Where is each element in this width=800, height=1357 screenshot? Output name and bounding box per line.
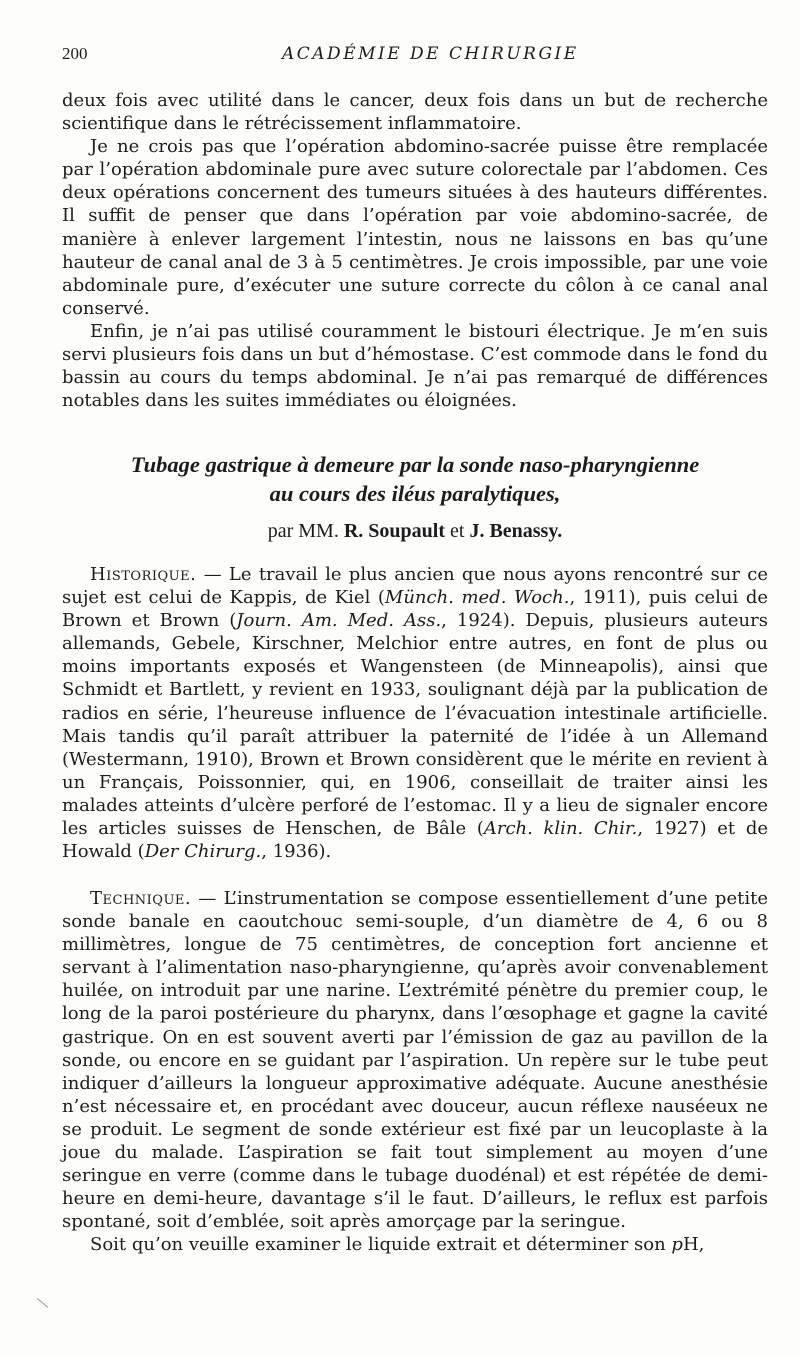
authors-joiner: et xyxy=(450,520,465,542)
page-number: 200 xyxy=(62,44,88,63)
citation: Arch. klin. Chir. xyxy=(483,818,638,840)
article-authors xyxy=(62,520,768,543)
section-historique xyxy=(62,563,768,863)
citation: Münch. med. Woch. xyxy=(384,587,570,609)
running-header xyxy=(62,42,768,68)
previous-article-conclusion xyxy=(62,89,768,412)
margin-mark xyxy=(37,1287,57,1307)
paragraph: deux fois avec utilité dans le cancer, deux fois dans un but de recherche scientifique dans le rétrécissement inflammatoire. xyxy=(62,90,768,135)
paragraph: Enfin, je n’ai pas utilisé couramment le bistouri électrique. Je m’en suis servi plusieurs fois dans un but d’hémostase. C’est commode dans le fond du bassin au cours du temps abdominal. Je n’ai pas remarqué de différences notables dans les suites immédiates ou éloignées. xyxy=(62,320,768,412)
paragraph: Historique. — Le travail le plus ancien que nous ayons rencontré sur ce sujet est celui de Kappis, de Kiel (Münch. med. Woch., 1911), puis celui de Brown et Brown (Journ. Am. Med. Ass., 1924). Depuis, plusieurs auteurs allemands, Gebele, Kirschner, Melchior entre autres, en font de plus ou moins importants exposés et Wangensteen (de Minneapolis), ainsi que Schmidt et Bartlett, y revient en 1933, soulignant déjà par la publication de radios en série, l’heureuse influence de l’évacuation intestinale artificielle. Mais tandis qu’il paraît attribuer la paternité de l’idée à un Allemand (Westermann, 1910), Brown et Brown considèrent que le mérite en revient à un Français, Poissonnier, qui, en 1906, conseillait de traiter ainsi les malades atteints d’ulcère perforé de l’estomac. Il y a lieu de signaler encore les articles suisses de Henschen, de Bâle (Arch. klin. Chir., 1927) et de Howald (Der Chirurg., 1936). xyxy=(62,564,768,863)
section-label: Historique. xyxy=(90,564,197,585)
journal-title: ACADÉMIE DE CHIRURGIE xyxy=(282,44,579,64)
article-title-block xyxy=(62,450,768,543)
author-name: R. Soupault xyxy=(343,520,445,542)
article-title-line-1: Tubage gastrique à demeure par la sonde naso-pharyngienne xyxy=(130,452,700,477)
paragraph: Technique. — L’instrumentation se compose essentiellement d’une petite sonde banale en caoutchouc semi-souple, d’un diamètre de 4, 6 ou 8 millimètres, longue de 75 centimètres, de conception fort ancienne et servant à l’alimentation naso-pharyngienne, qu’après avoir convenablement huilée, on introduit par une narine. L’extrémité pénètre du premier coup, le long de la paroi postérieure du pharynx, dans l’œsophage et gagne la cavité gastrique. On en est souvent averti par l’émission de gaz au pavillon de la sonde, ou encore en se guidant par l’aspiration. Un repère sur le tube peut indiquer d’ailleurs la longueur approximative adéquate. Aucune anesthésie n’est nécessaire et, en procédant avec douceur, aucun réflexe nauséeux ne se produit. Le segment de sonde extérieur est fixé par un leucoplaste à la joue du malade. L’aspiration se fait tout simplement au moyen d’une seringue en verre (comme dans le tubage duodénal) et est répétée de demi-heure en demi-heure, davantage s’il le faut. D’ailleurs, le reflux est parfois spontané, soit d’emblée, soit après amorçage par la seringue. xyxy=(62,888,768,1233)
citation: Journ. Am. Med. Ass. xyxy=(236,610,442,632)
authors-prefix: par MM. xyxy=(267,520,339,542)
paragraph: Je ne crois pas que l’opération abdomino-sacrée puisse être remplacée par l’opération abdominale pure avec suture colorectale par l’abdomen. Ces deux opérations concernent des tumeurs situées à des hauteurs différentes. Il suffit de penser que dans l’opération par voie abdomino-sacrée, de manière à enlever largement l’intestin, nous ne laissons en bas qu’une hauteur de canal anal de 3 à 5 centimètres. Je crois impossible, par une voie abdominale pure, d’exécuter une suture correcte du côlon à ce canal anal conservé. xyxy=(62,136,768,319)
citation: Der Chirurg. xyxy=(144,841,262,863)
section-technique xyxy=(62,887,768,1257)
article-title-line-2: au cours des iléus paralytiques, xyxy=(269,481,561,506)
author-name: J. Benassy. xyxy=(469,520,563,542)
paragraph: Soit qu’on veuille examiner le liquide extrait et déterminer son pH, xyxy=(90,1234,705,1256)
section-label: Technique. xyxy=(90,888,192,909)
